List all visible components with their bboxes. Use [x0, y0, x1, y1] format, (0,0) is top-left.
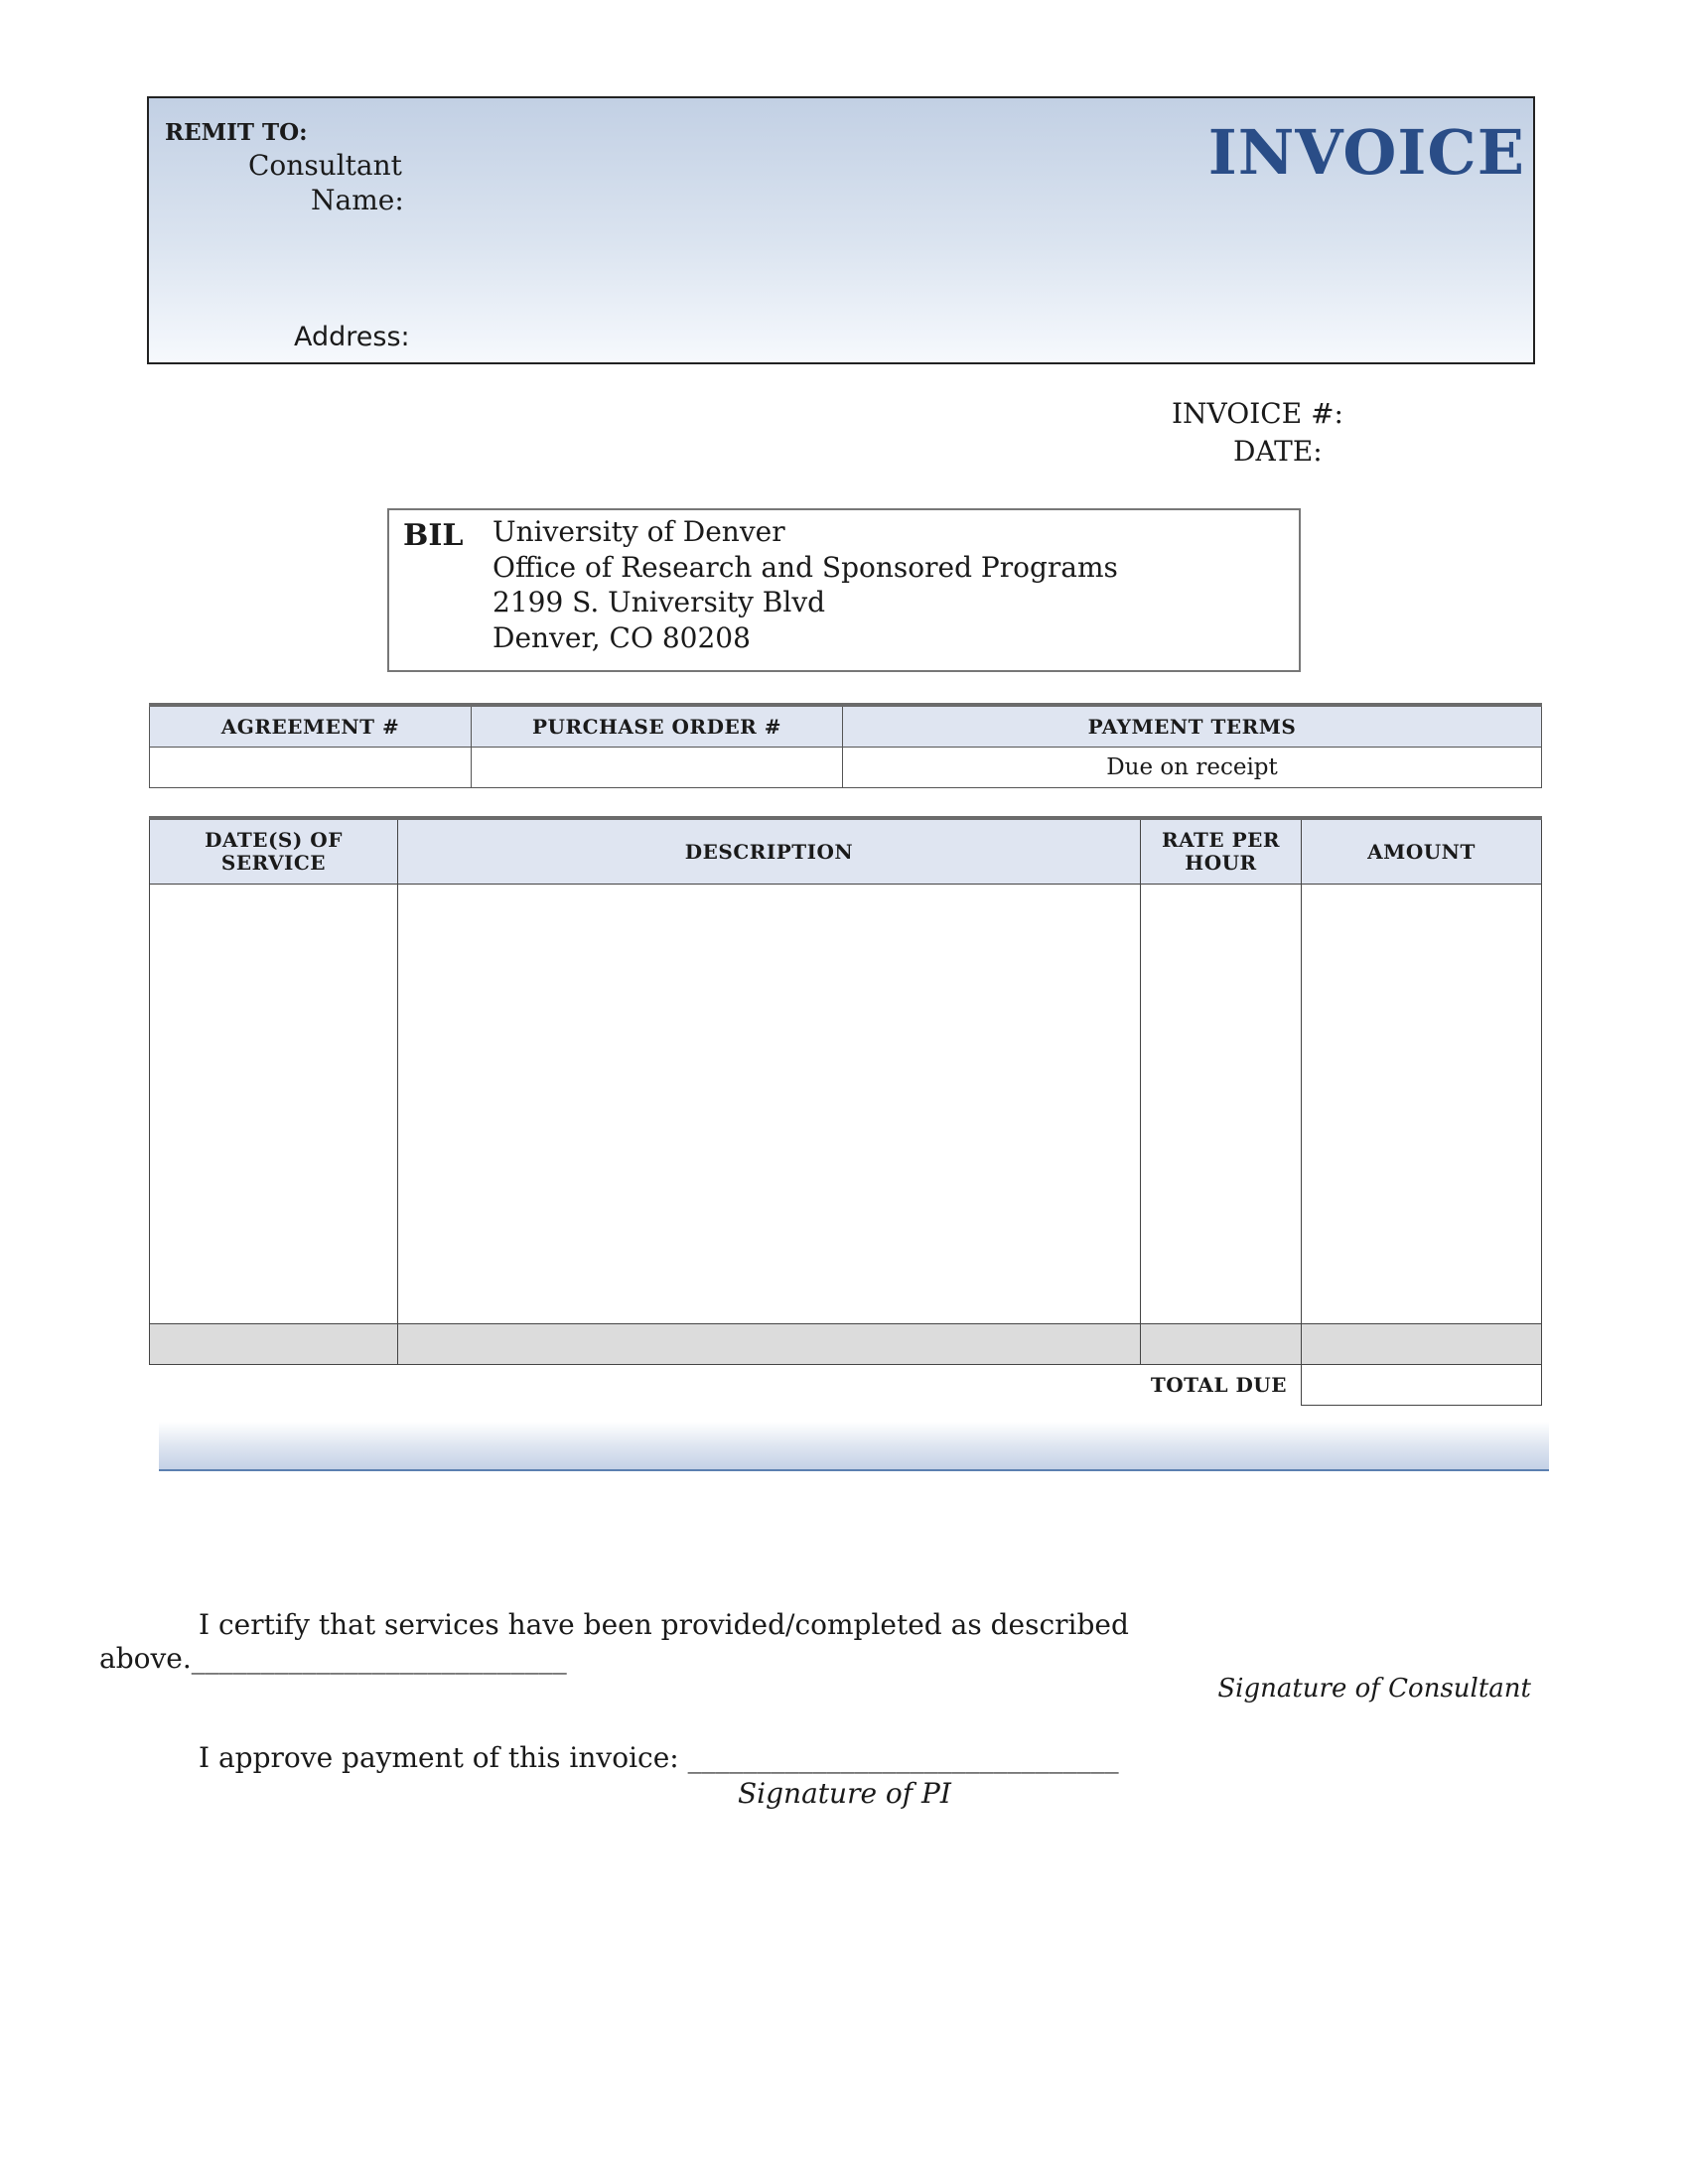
invoice-number-label: INVOICE #: — [1172, 397, 1343, 430]
subtotal-row-cell — [1302, 1324, 1542, 1365]
amount-cell[interactable] — [1302, 885, 1542, 1324]
bill-line: Denver, CO 80208 — [492, 620, 751, 654]
consultant-signature-label: Signature of Consultant — [1217, 1674, 1531, 1704]
address-label: Address: — [294, 322, 410, 352]
description-cell[interactable] — [398, 885, 1141, 1324]
rate-header-text: RATE PER HOUR — [1161, 828, 1281, 875]
amount-header: AMOUNT — [1302, 818, 1542, 885]
decorative-band — [159, 1422, 1549, 1471]
items-table — [149, 816, 1542, 1406]
agreement-value[interactable] — [150, 748, 472, 788]
dates-header-text: DATE(S) OF SERVICE — [205, 828, 343, 875]
rate-cell[interactable] — [1141, 885, 1302, 1324]
purchase-order-value[interactable] — [472, 748, 843, 788]
bill-line: 2199 S. University Blvd — [492, 586, 826, 618]
invoice-title: INVOICE — [1207, 116, 1525, 189]
bill-to-label: BIL — [403, 518, 464, 553]
terms-table — [149, 703, 1542, 788]
approve-statement: I approve payment of this invoice: _______________________________ — [199, 1741, 1119, 1774]
invoice-date-label: DATE: — [1233, 435, 1323, 468]
agreement-header: AGREEMENT # — [150, 705, 472, 748]
name-label: Name: — [311, 184, 404, 216]
dates-of-service-header — [150, 818, 398, 885]
total-due-label: TOTAL DUE — [1150, 1373, 1287, 1398]
certify-statement: I certify that services have been provided/completed as described — [199, 1608, 1129, 1641]
payment-terms-header: PAYMENT TERMS — [843, 705, 1542, 748]
total-due-value[interactable] — [1302, 1365, 1542, 1406]
bill-line: Office of Research and Sponsored Programs — [492, 550, 1118, 584]
subtotal-row-cell — [1141, 1324, 1302, 1365]
bill-to-address — [492, 514, 1118, 655]
description-header: DESCRIPTION — [398, 818, 1141, 885]
subtotal-row-cell — [398, 1324, 1141, 1365]
pi-signature-label: Signature of PI — [738, 1777, 951, 1810]
remit-to-label: REMIT TO: — [165, 119, 308, 146]
dates-cell[interactable] — [150, 885, 398, 1324]
certify-statement-line2: above.___________________________ — [99, 1642, 567, 1675]
rate-per-hour-header — [1141, 818, 1302, 885]
subtotal-row-cell — [150, 1324, 398, 1365]
purchase-order-header: PURCHASE ORDER # — [472, 705, 843, 748]
payment-terms-value: Due on receipt — [843, 748, 1542, 788]
bill-line: University of Denver — [492, 515, 785, 548]
consultant-label: Consultant — [248, 149, 402, 182]
